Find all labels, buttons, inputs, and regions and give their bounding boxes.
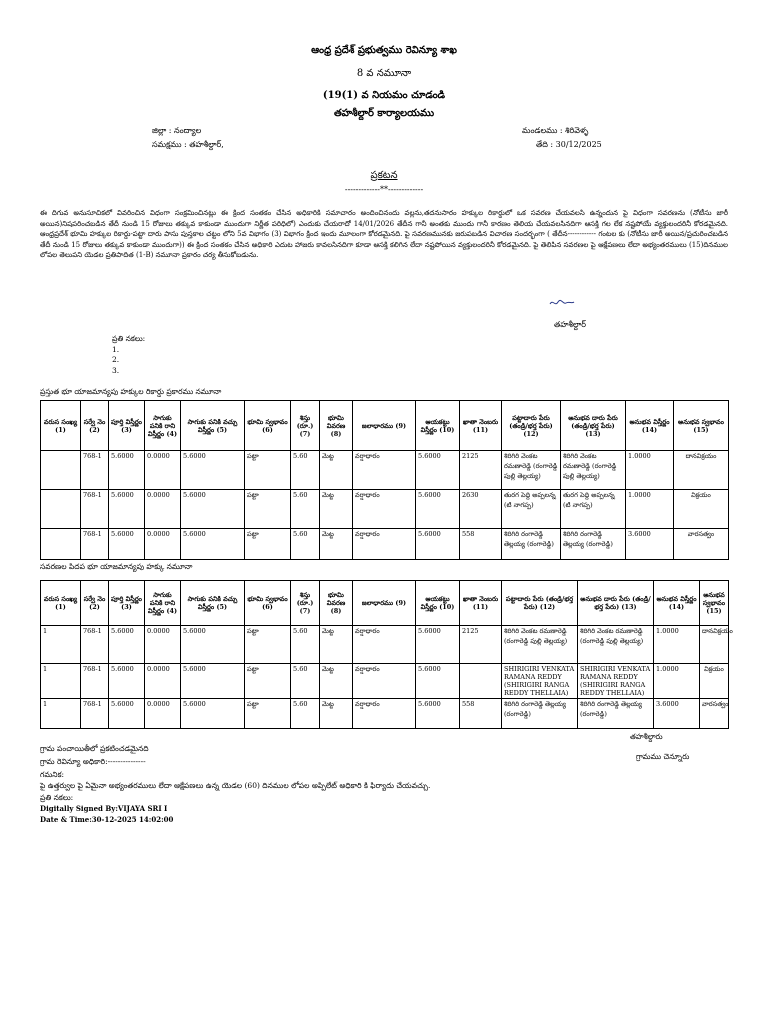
table-header-row (41, 581, 729, 626)
digital-signature: Digitally Signed By:VIJAYA SRI I (40, 804, 168, 813)
column-header: వరుస సంఖ్య (1) (41, 581, 81, 626)
table-cell: 768-1 (81, 490, 109, 529)
copies-footer: ప్రతి నకలు: (40, 793, 74, 802)
table-cell: 5.60 (291, 699, 320, 729)
table-cell: 768-1 (81, 664, 109, 699)
table-cell: 5.6000 (109, 451, 145, 490)
table-cell: 5.60 (291, 529, 320, 560)
table-cell: శిరిగిరి వెంకట రమణారెడ్డి (రంగారెడ్డి పుల్లి తెల్లయ్య) (578, 626, 654, 664)
copies-item: 3. (112, 365, 120, 375)
table-cell: 0.0000 (145, 699, 181, 729)
appeal-note: పై ఉత్తర్వుల పై ఏమైనా అభ్యంతరములు లేదా ఆక్షేపణలు ఉన్న యెడల (60) దినముల లోపల అప్పిలేట్ అధికారి కి ఫిర్యాదు చేయవచ్చు. (40, 781, 431, 790)
table-row (41, 664, 729, 699)
table-row (41, 529, 729, 560)
presence-label: సమక్షము : తహశీల్దార్, (152, 140, 224, 149)
table-row (41, 490, 729, 529)
table-cell: 1.0000 (626, 490, 674, 529)
table-cell: శిరిగిరి రంగారెడ్డి తెల్లయ్య (రంగారెడ్డి) (578, 699, 654, 729)
table-cell: మెట్ట (320, 699, 353, 729)
revised-record-table (40, 580, 733, 729)
table-row (41, 699, 729, 729)
column-header: జలాధారము (9) (353, 401, 416, 451)
column-header: సాగుకు పనికి రాని విస్తీర్ణం (4) (145, 401, 181, 451)
table-cell: 5.6000 (109, 664, 145, 699)
column-header: భూమి స్వభావం (6) (245, 581, 291, 626)
table-cell: 2125 (460, 451, 502, 490)
vro-label: గ్రామ రెవిన్యూ అధికారి:--------------- (40, 757, 146, 766)
table-cell: పట్టా (245, 626, 291, 664)
current-record-table (40, 400, 729, 560)
table-cell: 1.0000 (626, 451, 674, 490)
table-cell: తురగ పెద్ది అప్పలన్న (టి నాగప్ప) (561, 490, 626, 529)
table-cell: 5.6000 (416, 699, 460, 729)
table-cell: మెట్ట (320, 529, 353, 560)
table-cell: 3.6000 (654, 699, 700, 729)
table-cell: పట్టా (245, 664, 291, 699)
table-cell: వర్షాధారం (353, 529, 416, 560)
table-cell: వర్షాధారం (353, 490, 416, 529)
village-label: గ్రామము చెన్నూరు (636, 752, 690, 761)
column-header: సర్వే నెం (2) (81, 401, 109, 451)
column-header: సర్వే నెం (2) (81, 581, 109, 626)
table-cell: 5.6000 (109, 529, 145, 560)
copies-item: 2. (112, 355, 120, 364)
column-header: పట్టాదారు పేరు (తండ్రి/భర్త పేరు) (12) (502, 401, 561, 451)
table-cell: పట్టా (245, 451, 291, 490)
table-cell: విక్రయం (674, 490, 729, 529)
district-label: జిల్లా : నంద్యాల (152, 126, 202, 135)
table-cell (460, 664, 502, 699)
table-cell: 1 (41, 699, 81, 729)
table-cell: 5.6000 (416, 490, 460, 529)
table-cell: 0.0000 (145, 490, 181, 529)
table-cell: దానవిక్రయం (674, 451, 729, 490)
table-cell: 5.60 (291, 664, 320, 699)
table-cell: పట్టా (245, 699, 291, 729)
table-cell (41, 490, 81, 529)
table-cell: వర్షాధారం (353, 451, 416, 490)
table-cell: వర్షాధారం (353, 626, 416, 664)
table-cell: విక్రయం (700, 664, 729, 699)
table-cell: 5.60 (291, 490, 320, 529)
table-cell: 558 (460, 699, 502, 729)
table-cell (41, 529, 81, 560)
table-cell: 5.6000 (109, 699, 145, 729)
signature-datetime: Date & Time:30-12-2025 14:02:00 (40, 815, 174, 824)
column-header: భూమి స్వభావం (6) (245, 401, 291, 451)
table-cell: 1.0000 (654, 664, 700, 699)
rule-reference: (19(1) వ నియమం చూడండి (322, 90, 446, 101)
table-cell: 2125 (460, 626, 502, 664)
column-header: సాగుకు పనికి వచ్చు విస్తీర్ణం (5) (181, 401, 245, 451)
current-record-caption: ప్రస్తుత భూ యాజమాన్యపు హక్కుల రికార్డు ప్రకారము నమూనా (40, 387, 222, 396)
table-cell: 768-1 (81, 451, 109, 490)
table-cell: 2630 (460, 490, 502, 529)
tahsildar-label: తహశీల్దారు (630, 732, 663, 741)
table-cell: 768-1 (81, 529, 109, 560)
table-header-row (41, 401, 729, 451)
table-cell: పట్టా (245, 529, 291, 560)
table-cell: 558 (460, 529, 502, 560)
table-cell: మెట్ట (320, 490, 353, 529)
form-number: 8 వ నమూనా (356, 68, 412, 79)
office-name: తహశీల్దార్ కార్యాలయము (333, 108, 435, 119)
table-cell: 768-1 (81, 699, 109, 729)
copies-heading: ప్రతి నకలు: (112, 334, 146, 343)
column-header: పూర్తి విస్తీర్ణం (3) (109, 581, 145, 626)
table-cell: మెట్ట (320, 664, 353, 699)
table-cell: 0.0000 (145, 529, 181, 560)
column-header: ఆయకట్టు విస్తీర్ణం (10) (416, 581, 460, 626)
table-cell: SHIRIGIRI VENKATA RAMANA REDDY (SHIRIGIRI RANGA REDDY THELLAIA) (578, 664, 654, 699)
column-header: వరుస సంఖ్య (1) (41, 401, 81, 451)
table-cell: 768-1 (81, 626, 109, 664)
table-cell: 5.6000 (416, 451, 460, 490)
column-header: పట్టాదారు పేరు (తండ్రి/భర్త పేరు) (12) (502, 581, 578, 626)
note-heading: గమనిక: (40, 770, 65, 779)
table-cell: 5.6000 (181, 490, 245, 529)
table-cell: 5.6000 (181, 451, 245, 490)
column-header: భూమి వివరణ (8) (320, 401, 353, 451)
table-cell: 1 (41, 626, 81, 664)
table-cell: వారసత్వం (700, 699, 729, 729)
table-cell: 5.6000 (181, 699, 245, 729)
table-cell: 5.6000 (181, 529, 245, 560)
copies-block (112, 334, 145, 376)
column-header: సాగుకు పనికి వచ్చు విస్తీర్ణం (5) (181, 581, 245, 626)
table-cell: 5.6000 (416, 626, 460, 664)
mandal-label: మండలము : శిరివెళ్ళ (522, 126, 589, 135)
column-header: ఆయకట్టు విస్తీర్ణం (10) (416, 401, 460, 451)
table-cell: 1 (41, 664, 81, 699)
column-header: భూమి వివరణ (8) (320, 581, 353, 626)
table-cell: 0.0000 (145, 664, 181, 699)
table-cell: 5.6000 (181, 626, 245, 664)
notice-divider: -------------**------------- (344, 185, 424, 194)
signer-title: తహశీల్దార్ (554, 320, 587, 329)
table-cell: 0.0000 (145, 626, 181, 664)
column-header: శిస్తు (రూ.) (7) (291, 581, 320, 626)
table-cell: శిరిగిరి రంగారెడ్డి తెల్లయ్య (రంగారెడ్డి) (502, 529, 561, 560)
gram-panchayat-note: గ్రామ పంచాయితీలో ప్రకటించడమైనది (40, 744, 149, 753)
column-header: అనుభవ స్వభావం (15) (674, 401, 729, 451)
table-cell: శిరిగిరి రంగారెడ్డి తెల్లయ్య (రంగారెడ్డి) (502, 699, 578, 729)
column-header: అనుభవ విస్తీర్ణం (14) (654, 581, 700, 626)
copies-item: 1. (112, 344, 120, 354)
table-cell: 5.6000 (109, 490, 145, 529)
notice-body: ఈ దిగువ అనుసూచికలో వివరించిన విధంగా సంక్రమించినట్లు ఈ క్రింద సంతకం చేసిన అధికారికి సమాచారం అందించినందు వల్లను,తదనుసారం హక్కుల రికార్డులో ఒక సవరణ చేయవలసి ఉన్నందున పై విధంగా సవరణను (నోటీసు జారీ అయిన)నిషపరించబడిన తేదీ నుండి 15 రోజులు తక్కువ కాకుండా ముందుగా నిర్ణీత పరిధిలో) ఎందుకు చేయరాదో 14/01/2026 తేదీన గానీ అంతకు ముందు గానీ కారణం తెలియ చేయవలసినదిగా ఆసక్తి గల లేక నష్టపోయే వ్యక్తులందరినీ కోరడమైనది. ఆంధ్రప్రదేశ్ భూమి హక్కుల రికార్డు-పట్టా దారు పాసు పుస్తకాల చట్టం లోని 5వ విభాగం (3) విభాగం క్రింద ఇందు మూలంగా కోరడమైనది. పై సవరణమునకు జరుపబడిన విచారణ సందర్భంగా ( తేదీన------------ గంటల కు (నోటీసు జారీ అయిన/ప్రచురించబడిన తేదీ నుండి 15 రోజులు తక్కువ కాకుండా ముందుగా)) ఈ క్రింద సంతకం చేసిన అధికారి ఎదుట హాజరు కావలసినదిగా కూడా ఆసక్తి కలిగిన లేదా నష్టపోయిన వ్యక్తులందరినీ కోరడమైనది. పై తెలిపిన సవరణల పై ఆక్షేపణలు లేదా అభ్యంతరములు (15)దినముల లోపల తెలుపని యెడల ప్రతిపాదిత (1-B) నమూనా ప్రకారం చర్య తీసుకోబడును. (40, 209, 728, 259)
notice-title: ప్రకటన (370, 170, 398, 181)
column-header: అనుభవ విస్తీర్ణం (14) (626, 401, 674, 451)
table-cell: 5.6000 (416, 529, 460, 560)
table-cell: మెట్ట (320, 626, 353, 664)
table-cell: శిరిగిరి వెంకట రమణారెడ్డి (రంగారెడ్డి పుల్లి తెల్లయ్య) (561, 451, 626, 490)
column-header: ఖాతా నెంబరు (11) (460, 581, 502, 626)
table-cell: శిరిగిరి రంగారెడ్డి తెల్లయ్య (రంగారెడ్డి) (561, 529, 626, 560)
department-heading: ఆంధ్ర ప్రదేశ్ ప్రభుత్వము రెవిన్యూ శాఖ (311, 45, 457, 56)
table-cell: వర్షాధారం (353, 699, 416, 729)
table-cell: వారసత్వం (674, 529, 729, 560)
column-header: అనుభవ దారు పేరు (తండ్రి/భర్త పేరు) (13) (578, 581, 654, 626)
table-cell (41, 451, 81, 490)
table-cell: తురగ పెద్ది అప్పలన్న (టి నాగప్ప) (502, 490, 561, 529)
table-cell: దానవిక్రయం (700, 626, 729, 664)
column-header: అనుభవ దారు పేరు (తండ్రి/భర్త పేరు) (13) (561, 401, 626, 451)
table-cell: 0.0000 (145, 451, 181, 490)
column-header: అనుభవ స్వభావం (15) (700, 581, 729, 626)
column-header: పూర్తి విస్తీర్ణం (3) (109, 401, 145, 451)
table-cell: 5.60 (291, 451, 320, 490)
table-row (41, 451, 729, 490)
table-cell: మెట్ట (320, 451, 353, 490)
table-cell: పట్టా (245, 490, 291, 529)
signature-mark (548, 298, 576, 308)
table-cell: 1.0000 (654, 626, 700, 664)
table-cell: శిరిగిరి వెంకట రమణారెడ్డి (రంగారెడ్డి పుల్లి తెల్లయ్య) (502, 626, 578, 664)
date-label: తేది : 30/12/2025 (536, 140, 602, 149)
table-cell: శిరిగిరి వెంకట రమణారెడ్డి (రంగారెడ్డి పుల్లి తెల్లయ్య) (502, 451, 561, 490)
table-row (41, 626, 729, 664)
revised-record-caption: సవరణల పిదప భూ యాజమాన్యపు హక్కు నమూనా (40, 562, 193, 571)
column-header: ఖాతా నెంబరు (11) (460, 401, 502, 451)
table-cell: 5.6000 (416, 664, 460, 699)
column-header: సాగుకు పనికి రాని విస్తీర్ణం (4) (145, 581, 181, 626)
table-cell: 5.6000 (181, 664, 245, 699)
table-cell: 5.6000 (109, 626, 145, 664)
table-cell: వర్షాధారం (353, 664, 416, 699)
table-cell: 5.60 (291, 626, 320, 664)
table-cell: 3.6000 (626, 529, 674, 560)
column-header: జలాధారము (9) (353, 581, 416, 626)
column-header: శిస్తు (రూ.) (7) (291, 401, 320, 451)
table-cell: SHIRIGIRI VENKATA RAMANA REDDY (SHIRIGIRI RANGA REDDY THELLAIA) (502, 664, 578, 699)
